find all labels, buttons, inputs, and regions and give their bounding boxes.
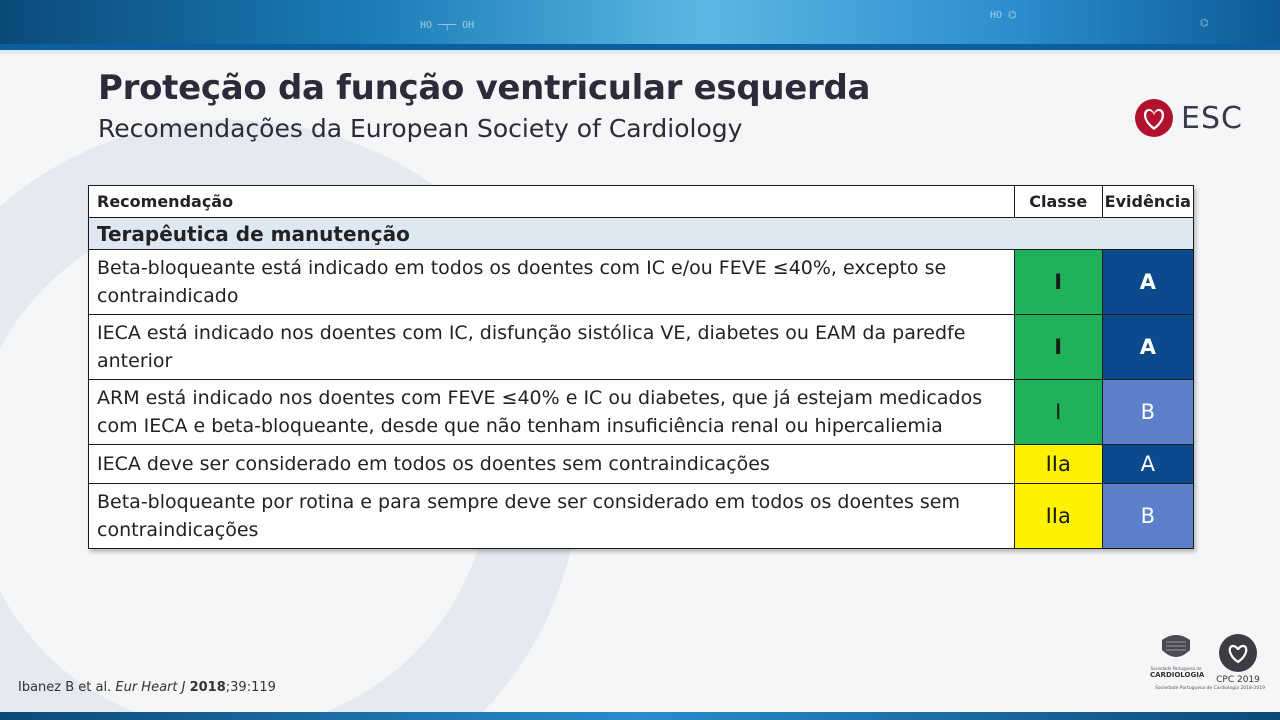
cpc-heart-icon <box>1219 634 1257 672</box>
recommendation-text: Beta-bloqueante está indicado em todos os doentes com IC e/ou FEVE ≤40%, excepto se contraindicado <box>89 250 1015 315</box>
header-class: Classe <box>1014 186 1102 218</box>
citation-year: 2018 <box>189 680 226 695</box>
class-cell: IIa <box>1014 445 1102 484</box>
evidence-cell: A <box>1102 315 1193 380</box>
citation <box>18 680 276 695</box>
slide-subtitle: Recomendações da European Society of Cardiology <box>98 114 743 143</box>
footer-note: Sociedade Portuguesa de Cardiologia 2018-2019 <box>1155 686 1265 691</box>
header-recommendation: Recomendação <box>89 186 1015 218</box>
recommendation-text: IECA está indicado nos doentes com IC, disfunção sistólica VE, diabetes ou EAM da paredfe anterior <box>89 315 1015 380</box>
molecule-decoration: ⌬ <box>1200 18 1209 29</box>
recommendation-text: ARM está indicado nos doentes com FEVE ≤40% e IC ou diabetes, que já estejam medicados com IECA e beta-bloqueante, desde que não tenham insuficiência renal ou hipercaliemia <box>89 380 1015 445</box>
evidence-cell: B <box>1102 484 1193 549</box>
class-cell: I <box>1014 315 1102 380</box>
evidence-cell: B <box>1102 380 1193 445</box>
recommendations-table <box>88 185 1194 549</box>
header-banner <box>0 0 1280 50</box>
molecule-decoration: HO ─┬─ OH <box>420 20 475 31</box>
recommendation-text: Beta-bloqueante por rotina e para sempre deve ser considerado em todos os doentes sem contraindicações <box>89 484 1015 549</box>
section-row <box>89 218 1194 250</box>
cpc-logo-text: CPC 2019 <box>1216 675 1260 685</box>
class-cell: IIa <box>1014 484 1102 549</box>
table-header-row <box>89 186 1194 218</box>
spc-logo-small: Sociedade Portuguesa de <box>1150 666 1202 671</box>
spc-logo-text: CARDIOLOGIA <box>1150 671 1205 679</box>
esc-logo-text: ESC <box>1181 100 1243 136</box>
evidence-cell: A <box>1102 250 1193 315</box>
recommendation-text: IECA deve ser considerado em todos os doentes sem contraindicações <box>89 445 1015 484</box>
esc-logo <box>1133 96 1253 140</box>
spc-emblem-icon <box>1158 632 1194 662</box>
heart-icon <box>1133 97 1175 139</box>
citation-authors: Ibanez B et al. <box>18 680 112 695</box>
class-cell: I <box>1014 250 1102 315</box>
class-cell: I <box>1014 380 1102 445</box>
footer-band <box>0 712 1280 720</box>
table-row <box>89 250 1194 315</box>
section-title: Terapêutica de manutenção <box>89 218 1194 250</box>
molecule-decoration: HO ⌬ <box>990 10 1017 21</box>
cpc-logo <box>1212 634 1264 692</box>
table-row <box>89 380 1194 445</box>
table-row <box>89 445 1194 484</box>
spc-logo <box>1150 632 1205 692</box>
slide-title: Proteção da função ventricular esquerda <box>98 68 871 108</box>
header-evidence: Evidência <box>1102 186 1193 218</box>
banner-shadow <box>0 50 1280 56</box>
citation-journal: Eur Heart J <box>115 680 186 695</box>
table-row <box>89 315 1194 380</box>
evidence-cell: A <box>1102 445 1193 484</box>
citation-ref: ;39:119 <box>225 680 276 695</box>
table-row <box>89 484 1194 549</box>
